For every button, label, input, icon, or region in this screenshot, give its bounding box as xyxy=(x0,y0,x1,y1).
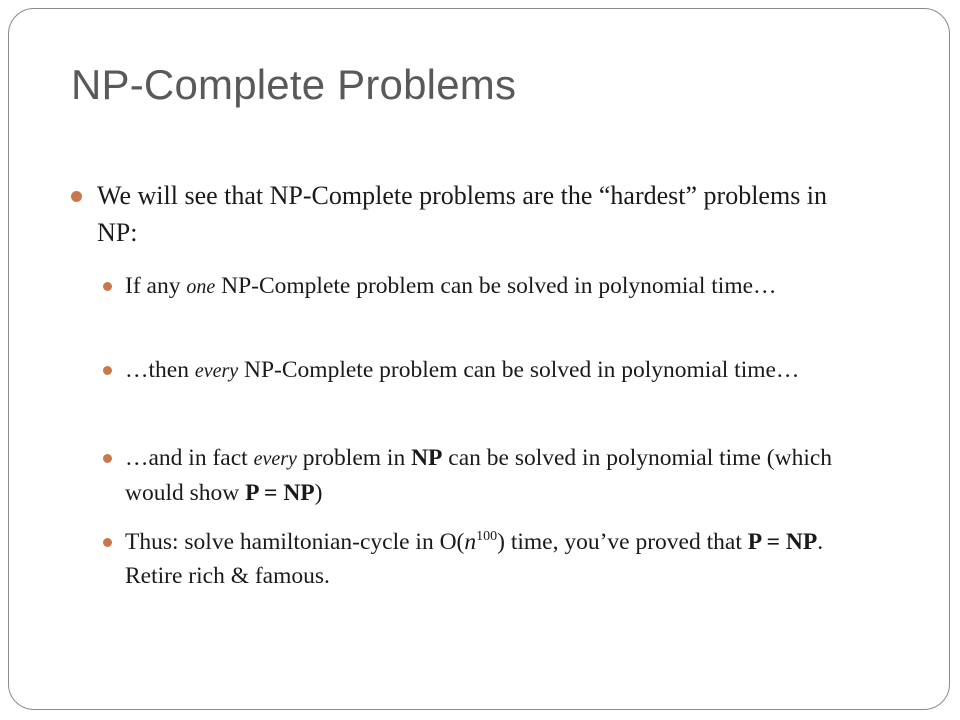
sub-bullet-dot-icon xyxy=(103,282,112,291)
sub-bullet-four xyxy=(125,525,885,593)
bullet-dot-icon xyxy=(71,191,82,202)
sub-bullet-one-em: one xyxy=(186,276,216,298)
sub-bullet-three-p-equals-np: P = NP xyxy=(245,480,315,506)
sub-bullet-three xyxy=(125,441,885,510)
sub-bullet-two xyxy=(125,353,885,388)
sub-bullet-one xyxy=(125,269,885,304)
sub-bullet-dot-icon xyxy=(103,454,112,463)
sub-bullet-four-pre: Thus: solve hamiltonian-cycle in O( xyxy=(125,529,465,555)
sub-bullet-two-em: every xyxy=(194,360,239,382)
sub-bullet-four-var: n xyxy=(464,529,477,555)
sub-bullet-three-np: NP xyxy=(411,445,443,471)
sub-bullet-three-pre: …and in fact xyxy=(125,445,254,471)
sub-bullet-dot-icon xyxy=(103,366,112,375)
sub-bullet-three-em: every xyxy=(253,448,297,470)
bullet-main xyxy=(97,177,857,251)
sub-bullet-three-mid1: problem in xyxy=(296,445,412,471)
bullet-main-text: We will see that NP-Complete problems are the “hardest” problems in NP: xyxy=(97,181,828,247)
sub-bullet-four-mid: ) time, you’ve proved that xyxy=(497,529,748,555)
sub-bullet-four-post: . Retire rich & famous. xyxy=(125,529,824,589)
sub-bullet-dot-icon xyxy=(103,538,112,547)
slide-frame xyxy=(8,8,950,710)
sub-bullet-one-pre: If any xyxy=(125,273,187,299)
sub-bullet-four-exponent: 100 xyxy=(476,529,498,544)
sub-bullet-three-mid2: can be solved in polynomial time (which would show xyxy=(125,445,833,506)
sub-bullet-four-p-equals-np: P = NP xyxy=(747,529,818,555)
sub-bullet-three-post: ) xyxy=(314,480,323,506)
sub-bullet-two-pre: …then xyxy=(125,357,195,383)
slide-title: NP-Complete Problems xyxy=(71,61,517,108)
sub-bullet-two-post: NP-Complete problem can be solved in polynomial time… xyxy=(238,357,800,383)
sub-bullet-one-post: NP-Complete problem can be solved in polynomial time… xyxy=(215,273,777,299)
